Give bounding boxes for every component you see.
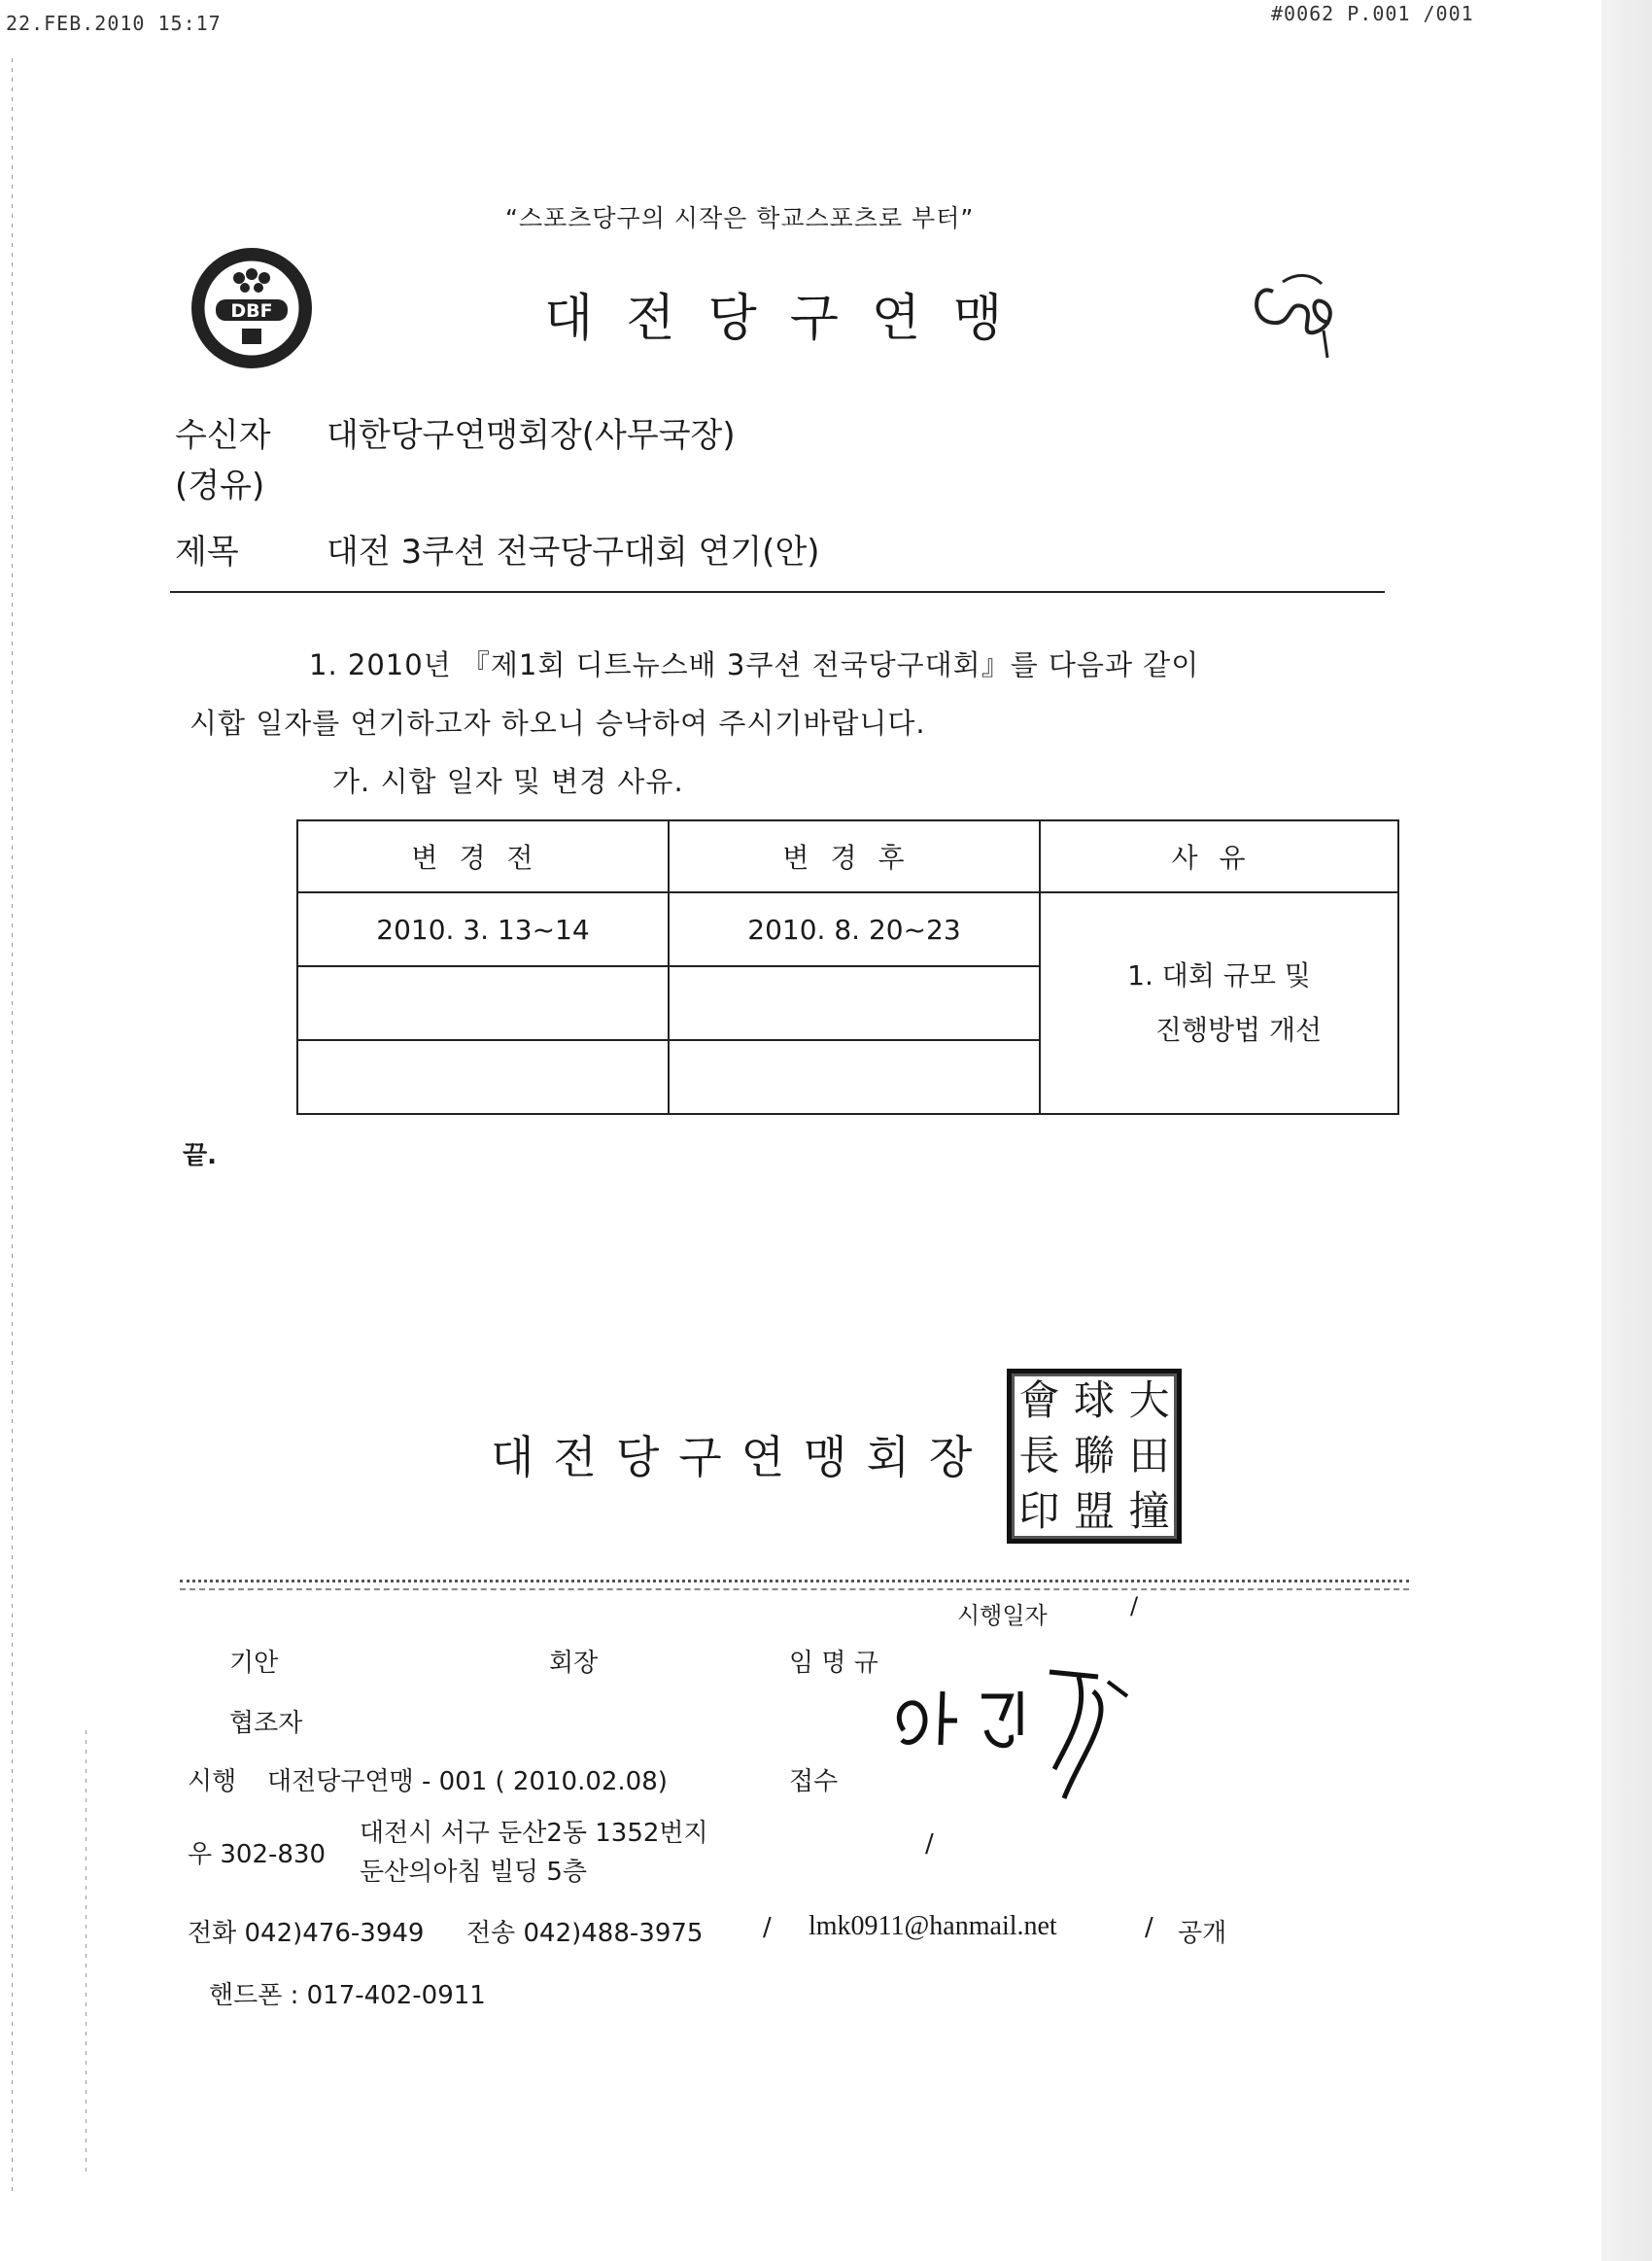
reason-line-2: 진행방법 개선 bbox=[1154, 1014, 1323, 1046]
seal-char: 球 bbox=[1073, 1376, 1115, 1425]
footer-divider bbox=[180, 1580, 1409, 1590]
effective-date-label: 시행일자 bbox=[957, 1602, 1048, 1629]
contact-slash: / bbox=[763, 1913, 772, 1942]
slogan: “스포츠당구의 시작은 학교스포츠로 부터” bbox=[505, 204, 975, 232]
disclosure-label: 공개 bbox=[1178, 1919, 1227, 1948]
zip-code: 우 302-830 bbox=[188, 1840, 327, 1869]
issue-label: 시행 bbox=[188, 1767, 237, 1796]
cell-empty bbox=[669, 966, 1040, 1040]
president-name: 임 명 규 bbox=[789, 1649, 878, 1678]
scan-shadow bbox=[1601, 0, 1652, 2261]
draft-label: 기안 bbox=[229, 1649, 279, 1678]
heading-divider bbox=[170, 591, 1385, 593]
address-line-2: 둔산의아침 빌딩 5층 bbox=[360, 1858, 587, 1887]
via-label: (경유) bbox=[175, 467, 265, 505]
fax-timestamp: 22.FEB.2010 15:17 bbox=[6, 12, 222, 35]
reason-line-1: 1. 대회 규모 및 bbox=[1127, 959, 1311, 991]
receipt-label: 접수 bbox=[789, 1767, 839, 1796]
address-line-1: 대전시 서구 둔산2동 1352번지 bbox=[360, 1819, 708, 1848]
cell-empty bbox=[297, 966, 669, 1040]
contact-slash: / bbox=[1145, 1913, 1153, 1942]
body-item-a: 가. 시합 일자 및 변경 사유. bbox=[332, 765, 684, 798]
end-mark: 끝. bbox=[183, 1141, 217, 1170]
subject-value: 대전 3쿠션 전국당구대회 연기(안) bbox=[327, 533, 820, 572]
issue-value: 대전당구연맹 - 001 ( 2010.02.08) bbox=[267, 1767, 668, 1796]
official-seal bbox=[1007, 1369, 1182, 1544]
cell-empty bbox=[669, 1040, 1040, 1114]
body-line-2: 시합 일자를 연기하고자 하오니 승낙하여 주시기바랍니다. bbox=[189, 707, 926, 740]
recipient-label: 수신자 bbox=[175, 416, 271, 455]
dbf-emblem-icon bbox=[189, 245, 315, 371]
email-address: lmk0911@hanmail.net bbox=[809, 1911, 1057, 1941]
address-slash: / bbox=[925, 1829, 934, 1859]
logo-text: DBF bbox=[230, 300, 273, 322]
organization-title: 대전당구연맹 bbox=[544, 290, 1036, 348]
phone-number: 전화 042)476-3949 bbox=[188, 1919, 425, 1948]
seal-char: 長 bbox=[1018, 1431, 1060, 1479]
seal-char: 田 bbox=[1128, 1431, 1170, 1479]
date-change-table bbox=[296, 819, 1399, 1115]
header-reason: 사유 bbox=[1040, 820, 1398, 892]
fax-number: 전송 042)488-3975 bbox=[466, 1919, 704, 1948]
handwritten-mark-icon bbox=[1244, 262, 1351, 369]
seal-char: 大 bbox=[1128, 1376, 1170, 1425]
seal-char: 撞 bbox=[1128, 1486, 1170, 1535]
fax-page-count: #0062 P.001 /001 bbox=[1271, 2, 1474, 25]
subject-label: 제목 bbox=[175, 533, 239, 572]
president-label: 회장 bbox=[549, 1649, 599, 1678]
seal-char: 會 bbox=[1018, 1376, 1060, 1425]
cell-before-date: 2010. 3. 13~14 bbox=[297, 892, 669, 966]
seal-char: 聯 bbox=[1073, 1431, 1115, 1479]
cell-after-date: 2010. 8. 20~23 bbox=[669, 892, 1040, 966]
seal-char: 盟 bbox=[1073, 1486, 1115, 1535]
scan-edge-mark bbox=[12, 58, 13, 2197]
header-after: 변경후 bbox=[669, 820, 1040, 892]
handwritten-signature-icon bbox=[884, 1652, 1156, 1808]
body-line-1: 1. 2010년 『제1회 디트뉴스배 3쿠션 전국당구대회』를 다음과 같이 bbox=[309, 648, 1200, 681]
recipient-value: 대한당구연맹회장(사무국장) bbox=[327, 416, 736, 455]
cell-empty bbox=[297, 1040, 669, 1114]
mobile-number: 핸드폰 : 017-402-0911 bbox=[209, 1981, 486, 2010]
cooperator-label: 협조자 bbox=[229, 1709, 303, 1738]
signatory-title: 대전당구연맹회장 bbox=[491, 1431, 992, 1483]
cell-reason bbox=[1040, 892, 1398, 1114]
seal-char: 印 bbox=[1018, 1486, 1060, 1535]
header-before: 변경전 bbox=[297, 820, 669, 892]
effective-date-slash: / bbox=[1130, 1592, 1139, 1619]
